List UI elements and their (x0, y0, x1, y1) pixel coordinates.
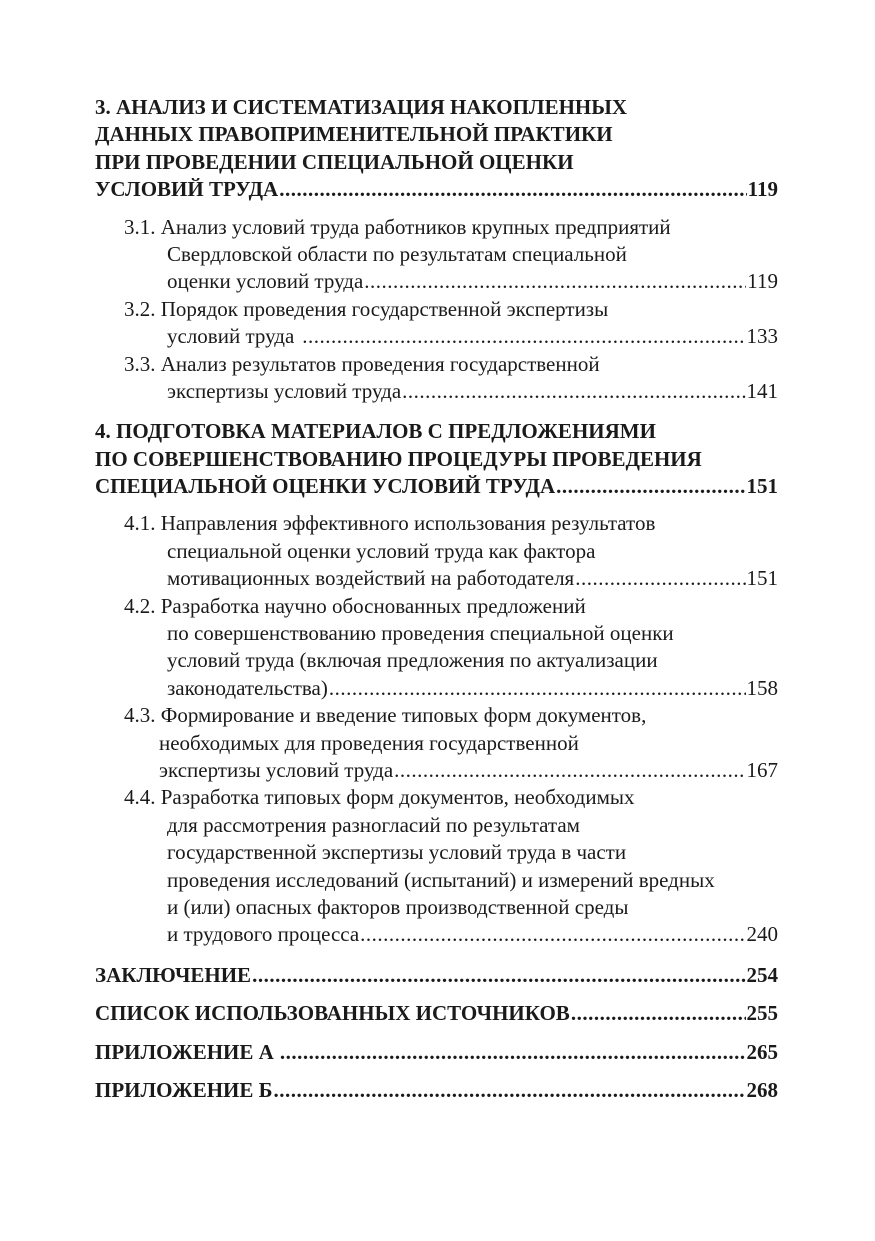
section-title-line: проведения исследований (испытаний) и измерений вредных (167, 867, 715, 892)
section-title-line: условий труда (включая предложения по актуализации (167, 648, 658, 673)
page-number: 133 (746, 324, 778, 349)
entry-title: ПРИЛОЖЕНИЕ А (95, 1039, 274, 1064)
table-of-contents (95, 94, 778, 1104)
section-4-4-entry[interactable] (124, 784, 778, 948)
section-title-line: оценки условий труда (167, 269, 364, 294)
section-title-line: законодательства) (167, 675, 328, 700)
chapter-title-line: ДАННЫХ ПРАВОПРИМЕНИТЕЛЬНОЙ ПРАКТИКИ (95, 122, 613, 147)
appendix-a-entry[interactable] (95, 1039, 778, 1066)
section-4-1-entry[interactable] (124, 510, 778, 592)
chapter-title-line: СПЕЦИАЛЬНОЙ ОЦЕНКИ УСЛОВИЙ ТРУДА (95, 474, 556, 499)
section-title-line: и (или) опасных факторов производственной среды (167, 894, 629, 919)
chapter-title-line: ПРИ ПРОВЕДЕНИИ СПЕЦИАЛЬНОЙ ОЦЕНКИ (95, 149, 574, 174)
section-3-3-entry[interactable] (124, 351, 778, 406)
section-title-line: государственной экспертизы условий труда в части (167, 840, 627, 865)
section-title-line: Свердловской области по результатам специальной (167, 241, 627, 266)
dot-leader (280, 1039, 746, 1066)
section-title-line: по совершенствованию проведения специальной оценки (167, 621, 674, 646)
page-number: 268 (746, 1077, 778, 1102)
dot-leader (394, 757, 745, 784)
dot-leader (302, 323, 745, 350)
section-title-line: необходимых для проведения государственной (159, 730, 579, 755)
dot-leader (575, 565, 745, 592)
section-title-line: 4.4. Разработка типовых форм документов, необходимых (124, 785, 635, 810)
chapter-4-sections (95, 510, 778, 948)
section-title-line: 3.3. Анализ результатов проведения государственной (124, 351, 600, 376)
chapter-4-entry[interactable] (95, 418, 778, 500)
dot-leader (571, 1000, 746, 1027)
section-title-line: 3.1. Анализ условий труда работников крупных предприятий (124, 214, 671, 239)
entry-title: СПИСОК ИСПОЛЬЗОВАННЫХ ИСТОЧНИКОВ (95, 1001, 570, 1026)
section-3-1-entry[interactable] (124, 214, 778, 296)
page-number: 158 (746, 675, 778, 700)
page-number: 151 (746, 474, 778, 499)
page-number: 265 (746, 1039, 778, 1064)
chapter-title-line: УСЛОВИЙ ТРУДА (95, 177, 279, 202)
chapter-title-line: 4. ПОДГОТОВКА МАТЕРИАЛОВ С ПРЕДЛОЖЕНИЯМИ (95, 419, 656, 444)
references-entry[interactable] (95, 1000, 778, 1027)
page-number: 119 (747, 177, 778, 202)
section-title-line: для рассмотрения разногласий по результатам (167, 812, 580, 837)
section-title-line: условий труда (167, 324, 295, 349)
chapter-3-sections (95, 214, 778, 406)
section-4-2-entry[interactable] (124, 593, 778, 703)
section-title-line: мотивационных воздействий на работодателя (167, 566, 575, 591)
section-title-line: 4.1. Направления эффективного использования результатов (124, 511, 656, 536)
conclusion-entry[interactable] (95, 962, 778, 989)
section-3-2-entry[interactable] (124, 296, 778, 351)
page-number: 240 (746, 922, 778, 947)
page-number: 167 (746, 757, 778, 782)
section-4-3-entry[interactable] (124, 702, 778, 784)
section-title-line: 4.3. Формирование и введение типовых форм документов, (124, 703, 647, 728)
section-title-line: экспертизы условий труда (159, 757, 394, 782)
chapter-3-entry[interactable] (95, 94, 778, 204)
entry-title: ПРИЛОЖЕНИЕ Б (95, 1077, 273, 1102)
dot-leader (556, 473, 745, 500)
page-number: 119 (747, 269, 778, 294)
appendix-b-entry[interactable] (95, 1077, 778, 1104)
dot-leader (360, 921, 745, 948)
dot-leader (364, 268, 746, 295)
dot-leader (252, 962, 745, 989)
page-number: 151 (746, 566, 778, 591)
entry-title: ЗАКЛЮЧЕНИЕ (95, 962, 252, 987)
page-number: 255 (746, 1001, 778, 1026)
chapter-title-line: 3. АНАЛИЗ И СИСТЕМАТИЗАЦИЯ НАКОПЛЕННЫХ (95, 95, 628, 119)
section-title-line: специальной оценки условий труда как фактора (167, 538, 596, 563)
page-number: 141 (746, 378, 778, 403)
dot-leader (402, 378, 745, 405)
section-title-line: 3.2. Порядок проведения государственной экспертизы (124, 296, 609, 321)
section-title-line: экспертизы условий труда (167, 378, 402, 403)
dot-leader (329, 675, 746, 702)
chapter-title-line: ПО СОВЕРШЕНСТВОВАНИЮ ПРОЦЕДУРЫ ПРОВЕДЕНИЯ (95, 446, 702, 471)
dot-leader (274, 1077, 746, 1104)
section-title-line: и трудового процесса (167, 922, 360, 947)
section-title-line: 4.2. Разработка научно обоснованных предложений (124, 593, 586, 618)
dot-leader (279, 176, 746, 203)
page-number: 254 (746, 962, 778, 987)
